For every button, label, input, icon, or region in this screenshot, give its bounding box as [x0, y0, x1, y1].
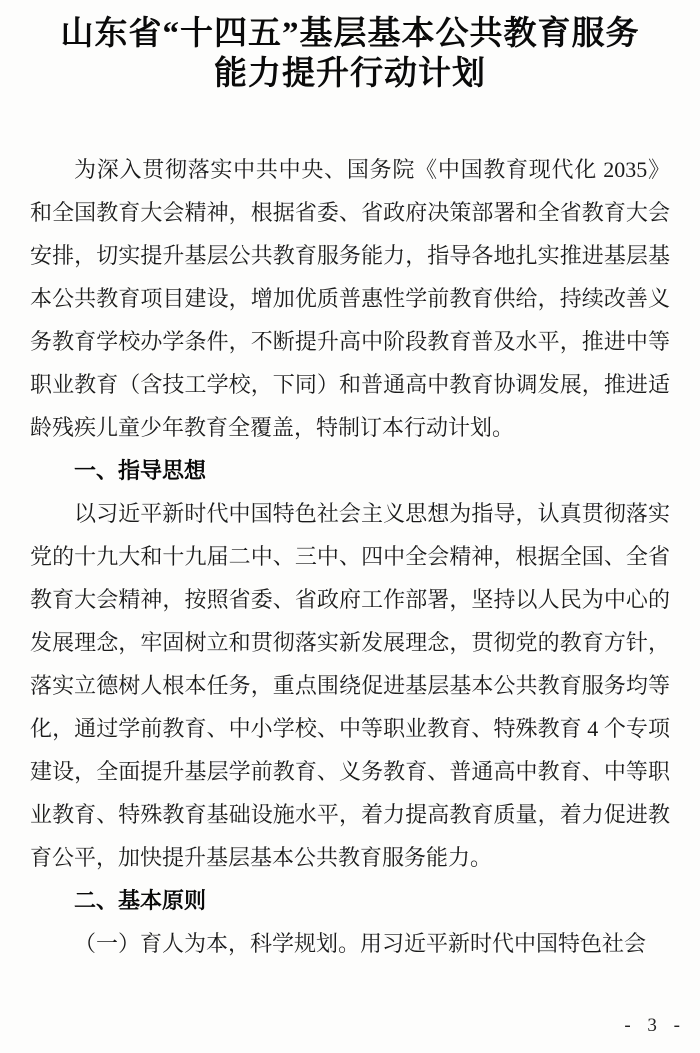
document-title: [30, 14, 670, 94]
paragraph-intro: 为深入贯彻落实中共中央、国务院《中国教育现代化 2035》和全国教育大会精神，根据省委、省政府决策部署和全省教育大会安排，切实提升基层公共教育服务能力，指导各地扎实推进基层基本公共教育项目建设，增加优质普惠性学前教育供给，持续改善义务教育学校办学条件，不断提升高中阶段教育普及水平，推进中等职业教育（含技工学校，下同）和普通高中教育协调发展，推进适龄残疾儿童少年教育全覆盖，特制订本行动计划。: [30, 157, 670, 440]
document-title-line-1: 山东省“十四五”基层基本公共教育服务: [60, 16, 640, 52]
paragraph-guiding-ideology: 以习近平新时代中国特色社会主义思想为指导，认真贯彻落实党的十九大和十九届二中、三中、四中全会精神，根据全国、全省教育大会精神，按照省委、省政府工作部署，坚持以人民为中心的发展理念，牢固树立和贯彻落实新发展理念，贯彻党的教育方针，落实立德树人根本任务，重点围绕促进基层基本公共教育服务均等化，通过学前教育、中小学校、中等职业教育、特殊教育 4 个专项建设，全面提升基层学前教育、义务教育、普通高中教育、中等职业教育、特殊教育基础设施水平，着力提高教育质量，着力促进教育公平，加快提升基层基本公共教育服务能力。: [30, 501, 670, 870]
heading-guiding-ideology: 一、指导思想: [74, 458, 207, 483]
paragraph-principle-1: [30, 922, 670, 965]
principle-text: 用习近平新时代中国特色社会: [360, 931, 647, 956]
document-title-line-2: 能力提升行动计划: [214, 56, 486, 92]
heading-basic-principles: 二、基本原则: [74, 888, 207, 913]
principle-lead-in: （一）育人为本，科学规划。: [74, 931, 361, 956]
page-number: - 3 -: [624, 1015, 686, 1036]
